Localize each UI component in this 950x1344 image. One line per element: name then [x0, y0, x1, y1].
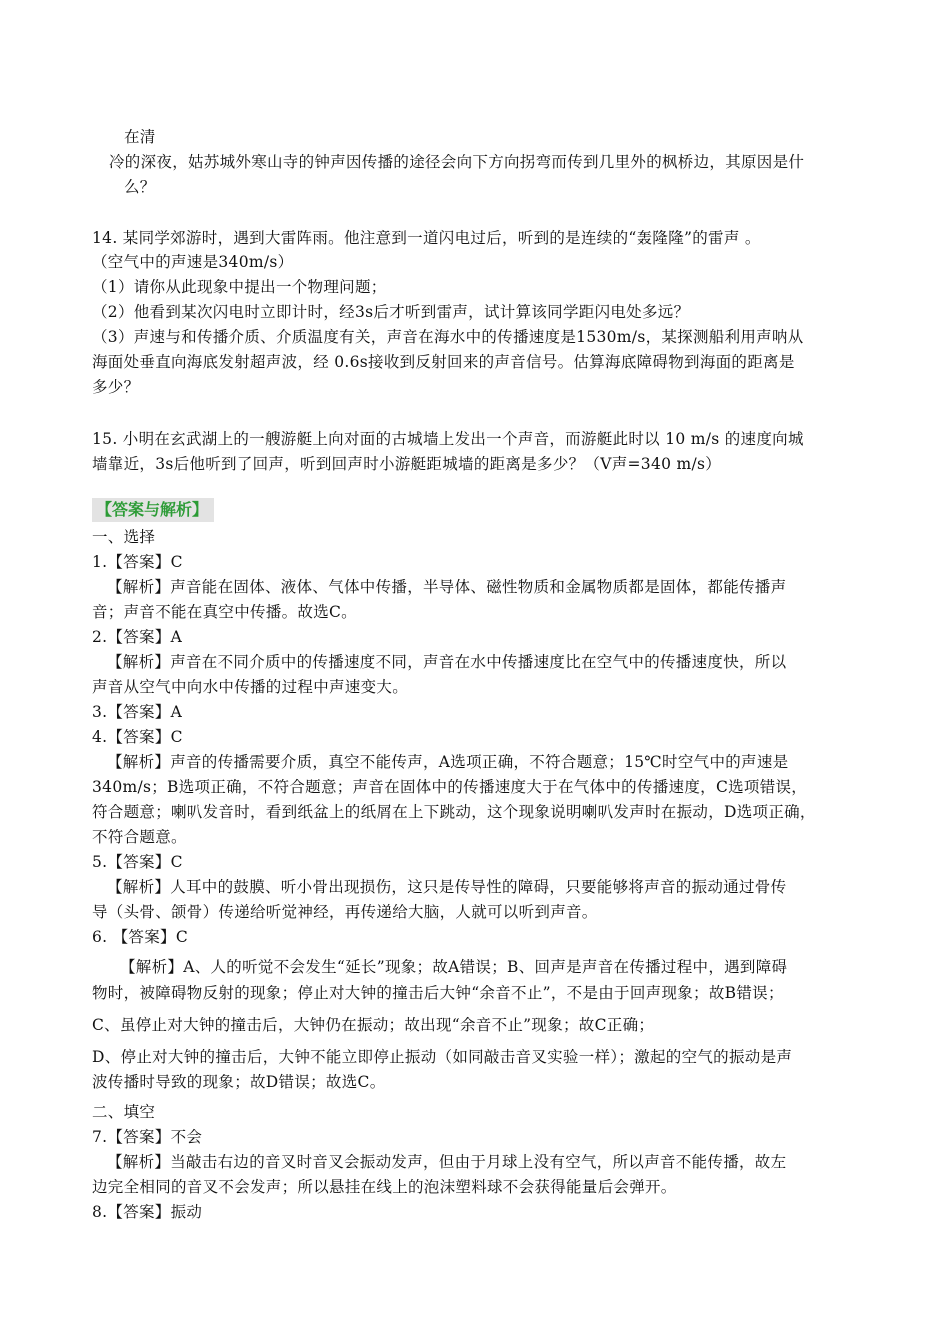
explanation-6-cont: 波传播时导致的现象；故D错误；故选C。 [92, 1073, 386, 1091]
q14-question: 14. 某同学郊游时，遇到大雷阵雨。他注意到一道闪电过后，听到的是连续的“轰隆隆”的雷声 。 [92, 229, 761, 247]
q14-subquestion-1: （1）请你从此现象中提出一个物理问题； [92, 278, 387, 296]
section-title-fill: 二、填空 [92, 1103, 156, 1121]
explanation-6-cont: 物时，被障碍物反射的现象；停止对大钟的撞击后大钟“余音不止”，不是由于回声现象；故B错误； [92, 984, 784, 1002]
section-title-choice: 一、选择 [92, 528, 156, 546]
answer-6: 6. 【答案】C [92, 928, 188, 946]
q14-text-line: （空气中的声速是340m/s） [92, 253, 294, 271]
explanation-7: 【解析】当敲击右边的音叉时音叉会振动发声，但由于月球上没有空气，所以声音不能传播，故左 [107, 1153, 787, 1171]
explanation-4-cont: 符合题意；喇叭发音时，看到纸盆上的纸屑在上下跳动，这个现象说明喇叭发声时在振动，D选项正确， [92, 803, 816, 821]
explanation-1-cont: 音；声音不能在真空中传播。故选C。 [92, 603, 357, 621]
explanation-6-cont: C、虽停止对大钟的撞击后，大钟仍在振动；故出现“余音不止”现象；故C正确； [92, 1016, 655, 1034]
explanation-5-cont: 导（头骨、颌骨）传递给听觉神经，再传递给大脑，人就可以听到声音。 [92, 903, 598, 921]
explanation-1: 【解析】声音能在固体、液体、气体中传播，半导体、磁性物质和金属物质都是固体，都能传播声 [107, 578, 787, 596]
answer-1: 1.【答案】C [92, 553, 183, 571]
explanation-7-cont: 边完全相同的音叉不会发声；所以悬挂在线上的泡沫塑料球不会获得能量后会弹开。 [92, 1178, 677, 1196]
explanation-4-cont: 340m/s；B选项正确，不符合题意；声音在固体中的传播速度大于在气体中的传播速度，C选项错误， [92, 778, 808, 796]
explanation-4: 【解析】声音的传播需要介质，真空不能传声，A选项正确，不符合题意；15℃时空气中的声速是 [107, 753, 789, 771]
explanation-2-cont: 声音从空气中向水中传播的过程中声速变大。 [92, 678, 409, 696]
explanation-2: 【解析】声音在不同介质中的传播速度不同，声音在水中传播速度比在空气中的传播速度快，所以 [107, 653, 787, 671]
q14-subquestion-3: （3）声速与和传播介质、介质温度有关，声音在海水中的传播速度是1530m/s，某探测船利用声呐从 [92, 328, 804, 346]
q14-text-line: 海面处垂直向海底发射超声波，经 0.6s接收到反射回来的声音信号。估算海底障碍物到海面的距离是 [92, 353, 795, 371]
q15-text-line: 墙靠近，3s后他听到了回声，听到回声时小游艇距城墙的距离是多少？（V声=340 m/s） [92, 455, 722, 473]
answer-4: 4.【答案】C [92, 728, 183, 746]
q13-text-line: 在清 [124, 128, 156, 146]
explanation-6: 【解析】A、人的听觉不会发生“延长”现象；故A错误；B、回声是声音在传播过程中，遇到障碍 [120, 958, 788, 976]
answer-5: 5.【答案】C [92, 853, 183, 871]
q14-subquestion-2: （2）他看到某次闪电时立即计时，经3s后才听到雷声，试计算该同学距闪电处多远？ [92, 303, 690, 321]
answer-2: 2.【答案】A [92, 628, 183, 646]
answer-8: 8.【答案】振动 [92, 1203, 203, 1221]
q14-text-line: 多少？ [92, 378, 140, 396]
explanation-6-cont: D、停止对大钟的撞击后，大钟不能立即停止振动（如同敲击音叉实验一样）；激起的空气的振动是声 [92, 1048, 793, 1066]
answer-3: 3.【答案】A [92, 703, 183, 721]
explanation-4-cont: 不符合题意。 [92, 828, 187, 846]
q15-question: 15. 小明在玄武湖上的一艘游艇上向对面的古城墙上发出一个声音，而游艇此时以 10 m/s 的速度向城 [92, 430, 804, 448]
q13-text-line: 冷的深夜，姑苏城外寒山寺的钟声因传播的途径会向下方向拐弯而传到几里外的枫桥边，其原因是什 [109, 153, 805, 171]
answers-heading: 【答案与解析】 [92, 498, 214, 522]
explanation-5: 【解析】人耳中的鼓膜、听小骨出现损伤，这只是传导性的障碍，只要能够将声音的振动通过骨传 [107, 878, 787, 896]
q13-text-line: 么？ [124, 178, 156, 196]
answer-7: 7.【答案】不会 [92, 1128, 203, 1146]
